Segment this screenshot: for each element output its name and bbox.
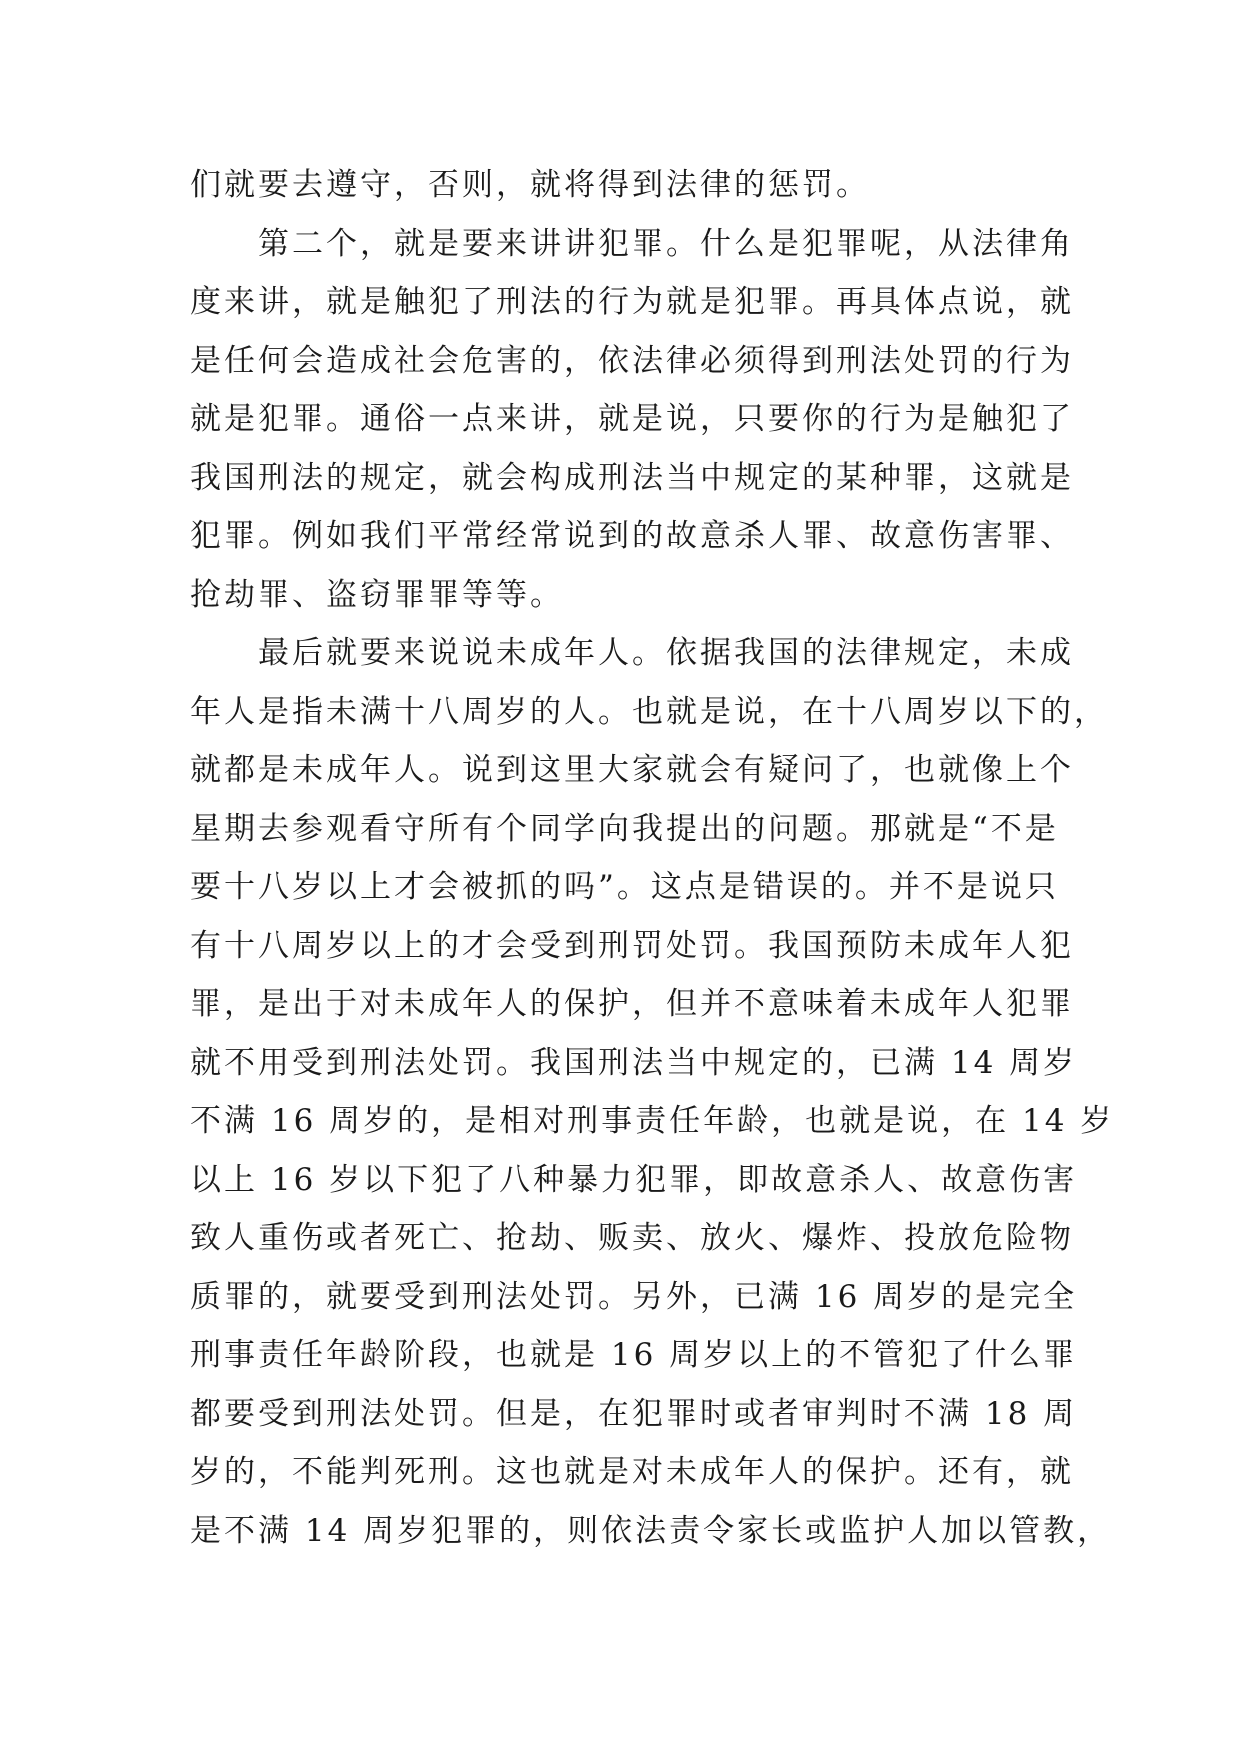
text-line: 第二个，就是要来讲讲犯罪。什么是犯罪呢，从法律角 bbox=[190, 225, 1074, 262]
text-line: 刑事责任年龄阶段，也就是 16 周岁以上的不管犯了什么罪 bbox=[190, 1337, 1078, 1373]
text-line: 们就要去遵守，否则，就将得到法律的惩罚。 bbox=[190, 167, 870, 203]
text-line: 就不用受到刑法处罚。我国刑法当中规定的，已满 14 周岁 bbox=[190, 1044, 1078, 1081]
text-line: 星期去参观看守所有个同学向我提出的问题。那就是“不是 bbox=[190, 810, 1059, 847]
text-line: 抢劫罪、盗窃罪罪等等。 bbox=[190, 576, 564, 613]
text-line: 度来讲，就是触犯了刑法的行为就是犯罪。再具体点说，就 bbox=[190, 284, 1074, 320]
text-line: 是任何会造成社会危害的，依法律必须得到刑法处罚的行为 bbox=[190, 342, 1074, 379]
text-line: 致人重伤或者死亡、抢劫、贩卖、放火、爆炸、投放危险物 bbox=[190, 1220, 1074, 1256]
text-line: 就是犯罪。通俗一点来讲，就是说，只要你的行为是触犯了 bbox=[190, 401, 1074, 437]
text-line: 质罪的，就要受到刑法处罚。另外，已满 16 周岁的是完全 bbox=[190, 1278, 1078, 1315]
text-line: 岁的，不能判死刑。这也就是对未成年人的保护。还有，就 bbox=[190, 1454, 1074, 1490]
document-text-body bbox=[190, 165, 1115, 1569]
text-line: 不满 16 周岁的，是相对刑事责任年龄，也就是说，在 14 岁 bbox=[190, 1103, 1115, 1139]
text-line: 犯罪。例如我们平常经常说到的故意杀人罪、故意伤害罪、 bbox=[190, 518, 1074, 554]
text-line: 有十八周岁以上的才会受到刑罚处罚。我国预防未成年人犯 bbox=[190, 927, 1074, 964]
text-line: 要十八岁以上才会被抓的吗”。这点是错误的。并不是说只 bbox=[190, 869, 1059, 905]
text-line: 我国刑法的规定，就会构成刑法当中规定的某种罪，这就是 bbox=[190, 459, 1074, 496]
text-line: 都要受到刑法处罚。但是，在犯罪时或者审判时不满 18 周 bbox=[190, 1395, 1078, 1432]
text-line: 罪，是出于对未成年人的保护，但并不意味着未成年人犯罪 bbox=[190, 986, 1074, 1022]
text-line: 是不满 14 周岁犯罪的，则依法责令家长或监护人加以管教， bbox=[190, 1512, 1112, 1549]
text-line: 就都是未成年人。说到这里大家就会有疑问了，也就像上个 bbox=[190, 752, 1074, 788]
text-line: 最后就要来说说未成年人。依据我国的法律规定，未成 bbox=[190, 635, 1074, 671]
text-line: 以上 16 岁以下犯了八种暴力犯罪，即故意杀人、故意伤害 bbox=[190, 1161, 1078, 1198]
text-line: 年人是指未满十八周岁的人。也就是说，在十八周岁以下的， bbox=[190, 693, 1108, 730]
